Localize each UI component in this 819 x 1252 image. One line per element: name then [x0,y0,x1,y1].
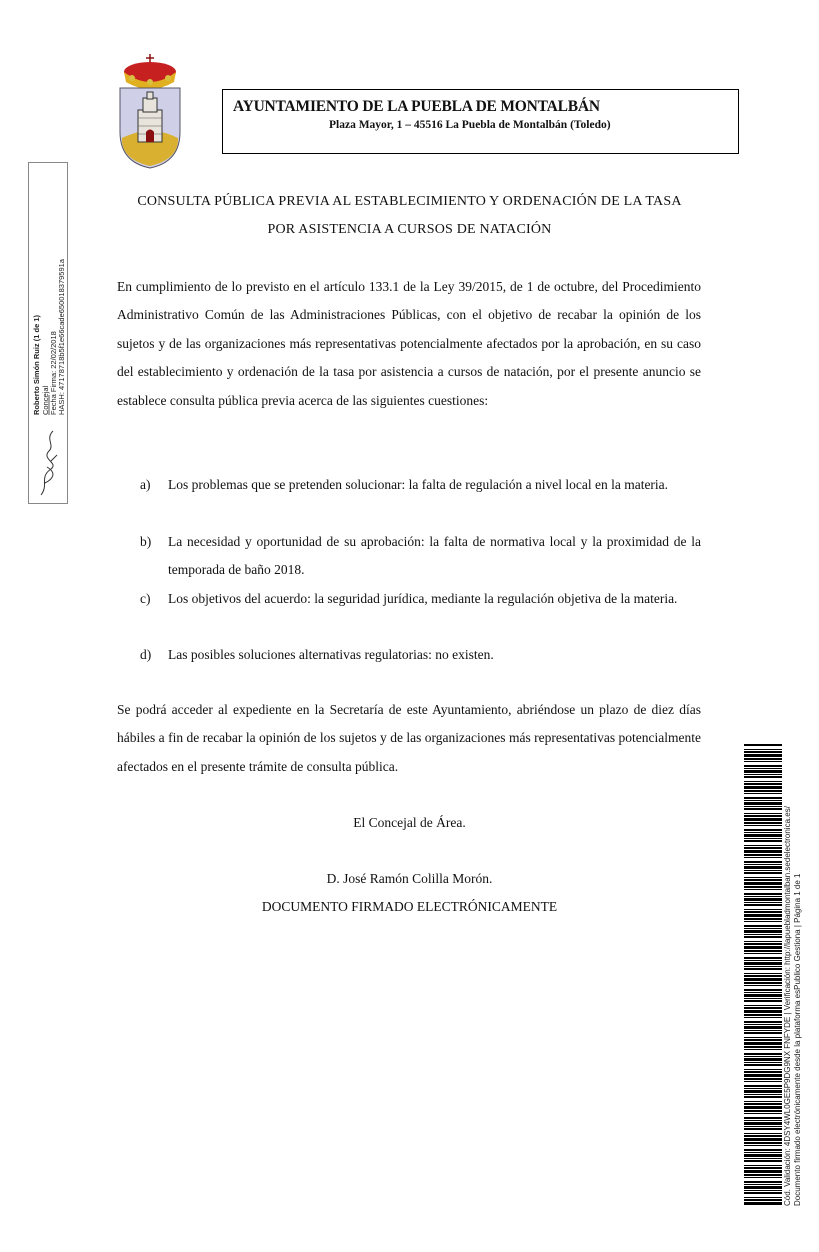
list-item-letter: b) [140,534,152,549]
list-item-text: Las posibles soluciones alternativas regulatorias: no existen. [168,647,494,662]
stamp-date: Fecha Firma: 22/02/2018 [49,331,58,415]
list-item-text: La necesidad y oportunidad de su aprobación: la falta de normativa local y la proximidad de la temporada de baño 2018. [168,534,701,578]
verification-line1: Cód. Validación: 4DSY4WL0GE5P9DG9NX FNFYDE | Verificación: http://lapuebladmontalban.sedelectronica.es/ [783,806,792,1206]
verification-line2: Documento firmado electrónicamente desde la plataforma esPublico Gestiona | Página 1 de 1 [792,873,802,1206]
stamp-position: Concejal [41,385,50,415]
intro-paragraph: En cumplimiento de lo previsto en el artículo 133.1 de la Ley 39/2015, de 1 de octubre, del Procedimiento Administrativo Común de las Administraciones Públicas, con el objetivo de recabar la opinión de los sujetos y de las organizaciones más representativas potencialmente afectados por la aprobación, en su caso del establecimiento y ordenación de la tasa por asistencia a cursos de natación, por el presente anuncio se establece consulta pública previa acerca de las siguientes cuestiones: [117,279,701,408]
municipal-crest-logo [116,52,184,170]
organization-address: Plaza Mayor, 1 – 45516 La Puebla de Montalbán (Toledo) [329,119,611,131]
list-item-text: Los objetivos del acuerdo: la seguridad jurídica, mediante la regulación objetiva de la materia. [168,591,678,606]
document-title-line2: POR ASISTENCIA A CURSOS DE NATACIÓN [267,222,552,237]
signature-stamp [28,162,68,504]
list-item-text: Los problemas que se pretenden solucionar: la falta de regulación a nivel local en la materia. [168,477,669,492]
organization-name: AYUNTAMIENTO DE LA PUEBLA DE MONTALBÁN [233,98,600,115]
closing-paragraph: Se podrá acceder al expediente en la Secretaría de este Ayuntamiento, abriéndose un plazo de diez días hábiles a fin de recabar la opinión de los sujetos y de las organizaciones más representativas potencialmente afectados en el presente trámite de consulta pública. [117,702,701,774]
stamp-hash: HASH: 47178718b5f1e66cade650018379591a [57,259,66,415]
letterhead-box [222,89,739,154]
list-item-letter: c) [140,591,151,606]
list-item-letter: d) [140,647,152,662]
electronic-signature-note: DOCUMENTO FIRMADO ELECTRÓNICAMENTE [261,899,558,914]
handwritten-signature [35,425,63,499]
signer-role: El Concejal de Área. [353,815,466,830]
document-title-line1: CONSULTA PÚBLICA PREVIA AL ESTABLECIMIENTO Y ORDENACIÓN DE LA TASA [137,194,682,209]
verification-barcode [744,744,782,1206]
list-item-letter: a) [140,477,151,492]
verification-text [783,806,802,1206]
signer-name: D. José Ramón Colilla Morón. [326,871,493,886]
stamp-signer: Roberto Simón Ruiz (1 de 1) [32,314,41,415]
